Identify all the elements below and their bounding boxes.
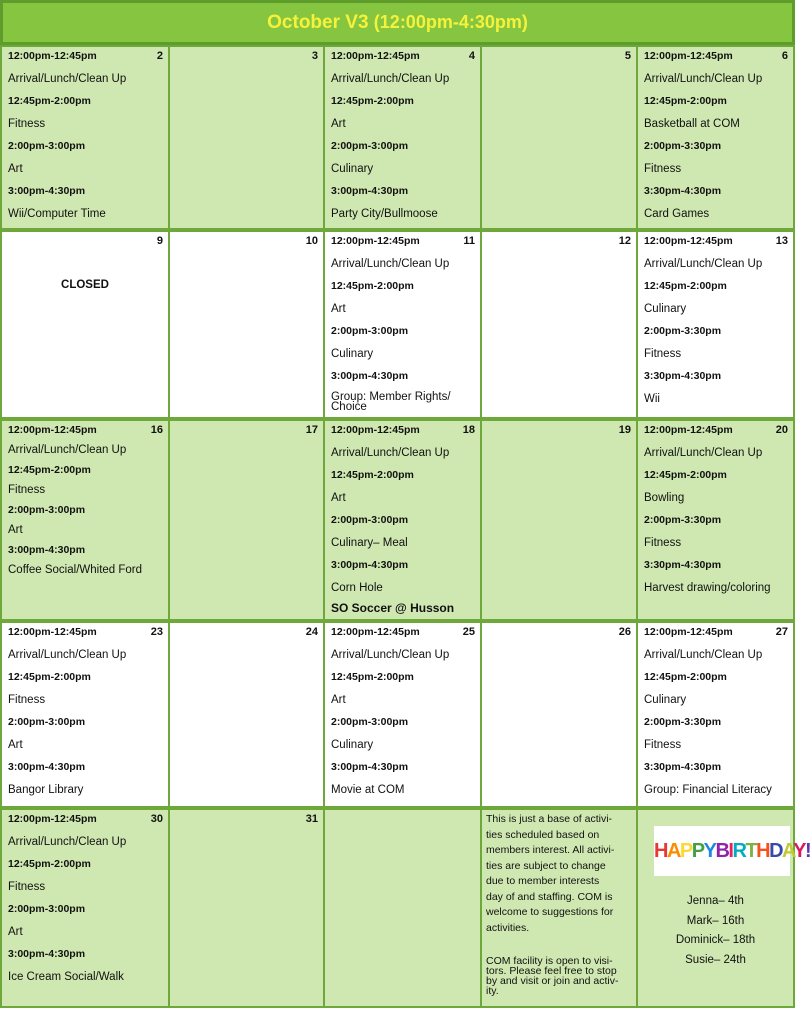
day-cell	[0, 621, 170, 808]
logo-letter: P	[691, 840, 704, 862]
day-number: 23	[150, 626, 163, 638]
logo-letter: !	[804, 840, 810, 862]
time-slot: 12:00pm-12:45pm	[8, 626, 97, 638]
day-number: 9	[156, 235, 163, 247]
time-slot: 2:00pm-3:30pm	[644, 325, 722, 337]
time-slot: 12:00pm-12:45pm	[331, 50, 420, 62]
activity: Arrival/Lunch/Clean Up	[331, 257, 450, 270]
day-cell	[0, 808, 170, 1008]
header-title-time: (12:00pm-4:30pm)	[373, 12, 528, 32]
activity: Coffee Social/Whited Ford	[8, 564, 143, 576]
time-slot: 3:30pm-4:30pm	[644, 185, 722, 197]
activity: Culinary	[644, 693, 687, 706]
time-slot: 3:00pm-4:30pm	[8, 544, 86, 556]
time-slot: 12:00pm-12:45pm	[331, 235, 420, 247]
activity: Arrival/Lunch/Clean Up	[8, 835, 127, 848]
activity: Arrival/Lunch/Clean Up	[8, 648, 127, 661]
activity: Culinary	[331, 738, 374, 751]
activity: Arrival/Lunch/Clean Up	[644, 257, 763, 270]
activity: Culinary	[331, 162, 374, 175]
day-number: 3	[311, 50, 318, 62]
day-cell	[636, 419, 795, 621]
header-title-prefix: October V3	[267, 12, 374, 33]
time-slot: 12:00pm-12:45pm	[331, 626, 420, 638]
activity: Art	[331, 491, 346, 504]
day-number: 31	[305, 813, 318, 825]
closed-label: CLOSED	[61, 279, 109, 291]
activity: Fitness	[8, 880, 46, 893]
day-cell	[323, 419, 482, 621]
time-slot: 3:00pm-4:30pm	[8, 761, 86, 773]
activity: Art	[8, 524, 23, 536]
day-cell	[480, 45, 638, 230]
activity: Culinary– Meal	[331, 536, 408, 549]
activity: Group: Member Rights/ Choice	[331, 390, 451, 413]
logo-letter: I	[728, 840, 733, 862]
logo-letter: H	[654, 840, 667, 862]
time-slot: 12:00pm-12:45pm	[644, 50, 733, 62]
time-slot: 12:45pm-2:00pm	[331, 671, 414, 683]
day-number: 10	[305, 235, 318, 247]
note-line: ties are subject to change	[486, 859, 606, 872]
day-number: 18	[462, 424, 475, 436]
time-slot: 12:45pm-2:00pm	[8, 464, 91, 476]
birthday-name: Susie– 24th	[685, 953, 746, 966]
time-slot: 2:00pm-3:30pm	[644, 140, 722, 152]
activity: Bowling	[644, 491, 685, 504]
activity: Arrival/Lunch/Clean Up	[331, 446, 450, 459]
activity: Fitness	[8, 117, 46, 130]
time-slot: 12:45pm-2:00pm	[331, 469, 414, 481]
note-line: COM facility is open to visi-	[486, 955, 613, 967]
time-slot: 12:00pm-12:45pm	[644, 424, 733, 436]
time-slot: 12:45pm-2:00pm	[644, 671, 727, 683]
activity: Group: Financial Literacy	[644, 783, 772, 796]
activity: Fitness	[8, 484, 46, 496]
activity: Fitness	[644, 738, 682, 751]
activity: Fitness	[8, 693, 46, 706]
calendar-header	[0, 0, 795, 45]
logo-letter: P	[679, 840, 692, 862]
day-number: 5	[624, 50, 631, 62]
logo-letter: A	[666, 840, 680, 862]
note-line: This is just a base of activi-	[486, 813, 613, 825]
activity: Card Games	[644, 207, 710, 220]
time-slot: 2:00pm-3:00pm	[331, 140, 409, 152]
day-cell	[323, 45, 482, 230]
time-slot: 2:00pm-3:00pm	[8, 903, 86, 915]
time-slot: 12:00pm-12:45pm	[644, 235, 733, 247]
time-slot: 12:00pm-12:45pm	[8, 50, 97, 62]
activity: Party City/Bullmoose	[331, 207, 438, 220]
day-cell	[636, 808, 810, 1008]
day-number: 11	[463, 235, 475, 247]
day-number: 27	[775, 626, 788, 638]
time-slot: 3:00pm-4:30pm	[331, 185, 409, 197]
birthday-name: Dominick– 18th	[675, 934, 756, 946]
day-number: 20	[775, 424, 788, 436]
activity: Art	[8, 162, 23, 175]
day-number: 25	[462, 626, 475, 638]
activity: Art	[8, 738, 23, 751]
activity: Culinary	[644, 302, 687, 315]
activity: Culinary	[331, 347, 374, 360]
time-slot: 12:45pm-2:00pm	[331, 280, 414, 292]
time-slot: 2:00pm-3:30pm	[644, 514, 722, 526]
day-cell	[480, 808, 638, 1008]
time-slot: 12:00pm-12:45pm	[331, 424, 420, 436]
day-cell	[480, 419, 638, 621]
time-slot: 12:45pm-2:00pm	[644, 469, 727, 481]
day-number: 12	[618, 235, 631, 247]
activity: Basketball at COM	[644, 117, 740, 130]
day-cell	[168, 621, 325, 808]
day-number: 19	[618, 424, 631, 436]
time-slot: 2:00pm-3:00pm	[8, 504, 86, 516]
activity: Art	[331, 302, 346, 315]
day-cell	[0, 230, 170, 419]
activity: Arrival/Lunch/Clean Up	[331, 72, 450, 85]
day-number: 16	[150, 424, 163, 436]
time-slot: 3:00pm-4:30pm	[331, 559, 409, 571]
time-slot: 3:30pm-4:30pm	[644, 370, 722, 382]
time-slot: 2:00pm-3:00pm	[331, 716, 409, 728]
day-number: 24	[305, 626, 318, 638]
note-line: welcome to suggestions for	[486, 906, 614, 918]
time-slot: 3:00pm-4:30pm	[331, 370, 409, 382]
time-slot: 2:00pm-3:30pm	[644, 716, 722, 728]
day-cell	[323, 230, 482, 419]
day-number: 17	[305, 424, 318, 436]
logo-letter: B	[715, 840, 729, 862]
time-slot: 12:00pm-12:45pm	[644, 626, 733, 638]
day-cell	[168, 808, 325, 1008]
time-slot: 12:45pm-2:00pm	[644, 95, 727, 107]
time-slot: 3:30pm-4:30pm	[644, 559, 722, 571]
day-number: 26	[618, 626, 631, 638]
day-cell	[168, 419, 325, 621]
activity: Arrival/Lunch/Clean Up	[8, 72, 127, 85]
logo-letter: D	[769, 840, 783, 862]
activity: Harvest drawing/coloring	[644, 581, 771, 594]
activity: Wii	[644, 392, 660, 405]
note-line: activities.	[486, 921, 530, 934]
activity: Arrival/Lunch/Clean Up	[8, 444, 127, 456]
time-slot: 12:45pm-2:00pm	[8, 95, 91, 107]
logo-letter: T	[745, 840, 757, 862]
time-slot: 2:00pm-3:00pm	[331, 325, 409, 337]
activity: Art	[331, 117, 346, 130]
time-slot: 12:00pm-12:45pm	[8, 424, 97, 436]
day-cell	[480, 621, 638, 808]
time-slot: 12:45pm-2:00pm	[331, 95, 414, 107]
activity: Wii/Computer Time	[8, 207, 106, 220]
happy-birthday-logo	[654, 826, 810, 876]
logo-letter: H	[756, 840, 770, 862]
day-cell	[636, 45, 795, 230]
extra-event: SO Soccer @ Husson	[331, 601, 455, 615]
time-slot: 3:30pm-4:30pm	[644, 761, 722, 773]
time-slot: 12:45pm-2:00pm	[8, 858, 91, 870]
time-slot: 2:00pm-3:00pm	[331, 514, 409, 526]
time-slot: 3:00pm-4:30pm	[8, 185, 86, 197]
time-slot: 3:00pm-4:30pm	[8, 948, 86, 960]
day-number: 4	[468, 50, 475, 62]
day-number: 30	[150, 813, 163, 825]
activity: Art	[331, 693, 346, 706]
activity: Movie at COM	[331, 783, 405, 796]
time-slot: 12:00pm-12:45pm	[8, 813, 97, 825]
activity: Ice Cream Social/Walk	[8, 970, 124, 983]
note-line: tors. Please feel free to stop	[486, 965, 617, 977]
time-slot: 2:00pm-3:00pm	[8, 140, 86, 152]
activity: Arrival/Lunch/Clean Up	[644, 446, 763, 459]
day-cell	[636, 621, 795, 808]
day-cell	[0, 45, 170, 230]
time-slot: 12:45pm-2:00pm	[8, 671, 91, 683]
day-cell	[0, 419, 170, 621]
day-number: 2	[156, 50, 163, 62]
activity: Art	[8, 925, 23, 938]
activity: Arrival/Lunch/Clean Up	[331, 648, 450, 661]
day-cell	[636, 230, 795, 419]
day-cell	[168, 230, 325, 419]
birthday-name: Mark– 16th	[686, 914, 745, 927]
note-line: ties scheduled based on	[486, 828, 600, 841]
logo-letter: R	[732, 840, 746, 862]
note-line: ity.	[486, 985, 499, 997]
activity: Bangor Library	[8, 783, 84, 796]
birthday-name: Jenna– 4th	[687, 895, 744, 907]
day-cell	[480, 230, 638, 419]
time-slot: 12:45pm-2:00pm	[644, 280, 727, 292]
logo-letter: A	[782, 840, 794, 862]
note-line: due to member interests	[486, 875, 600, 887]
activity: Fitness	[644, 162, 682, 175]
day-cell	[323, 808, 482, 1008]
day-cell	[168, 45, 325, 230]
note-line: by and visit or join and activ-	[486, 975, 619, 987]
time-slot: 3:00pm-4:30pm	[331, 761, 409, 773]
day-number: 13	[775, 235, 788, 247]
day-cell	[323, 621, 482, 808]
activity: Fitness	[644, 536, 682, 549]
activity: Arrival/Lunch/Clean Up	[644, 72, 763, 85]
note-line: day of and staffing. COM is	[486, 890, 613, 903]
time-slot: 2:00pm-3:00pm	[8, 716, 86, 728]
day-number: 6	[781, 50, 788, 62]
activity: Fitness	[644, 347, 682, 360]
activity: Corn Hole	[331, 581, 383, 594]
logo-letter: Y	[793, 840, 805, 862]
note-line: members interest. All activi-	[486, 844, 615, 856]
activity: Arrival/Lunch/Clean Up	[644, 648, 763, 661]
logo-letter: Y	[703, 840, 716, 862]
